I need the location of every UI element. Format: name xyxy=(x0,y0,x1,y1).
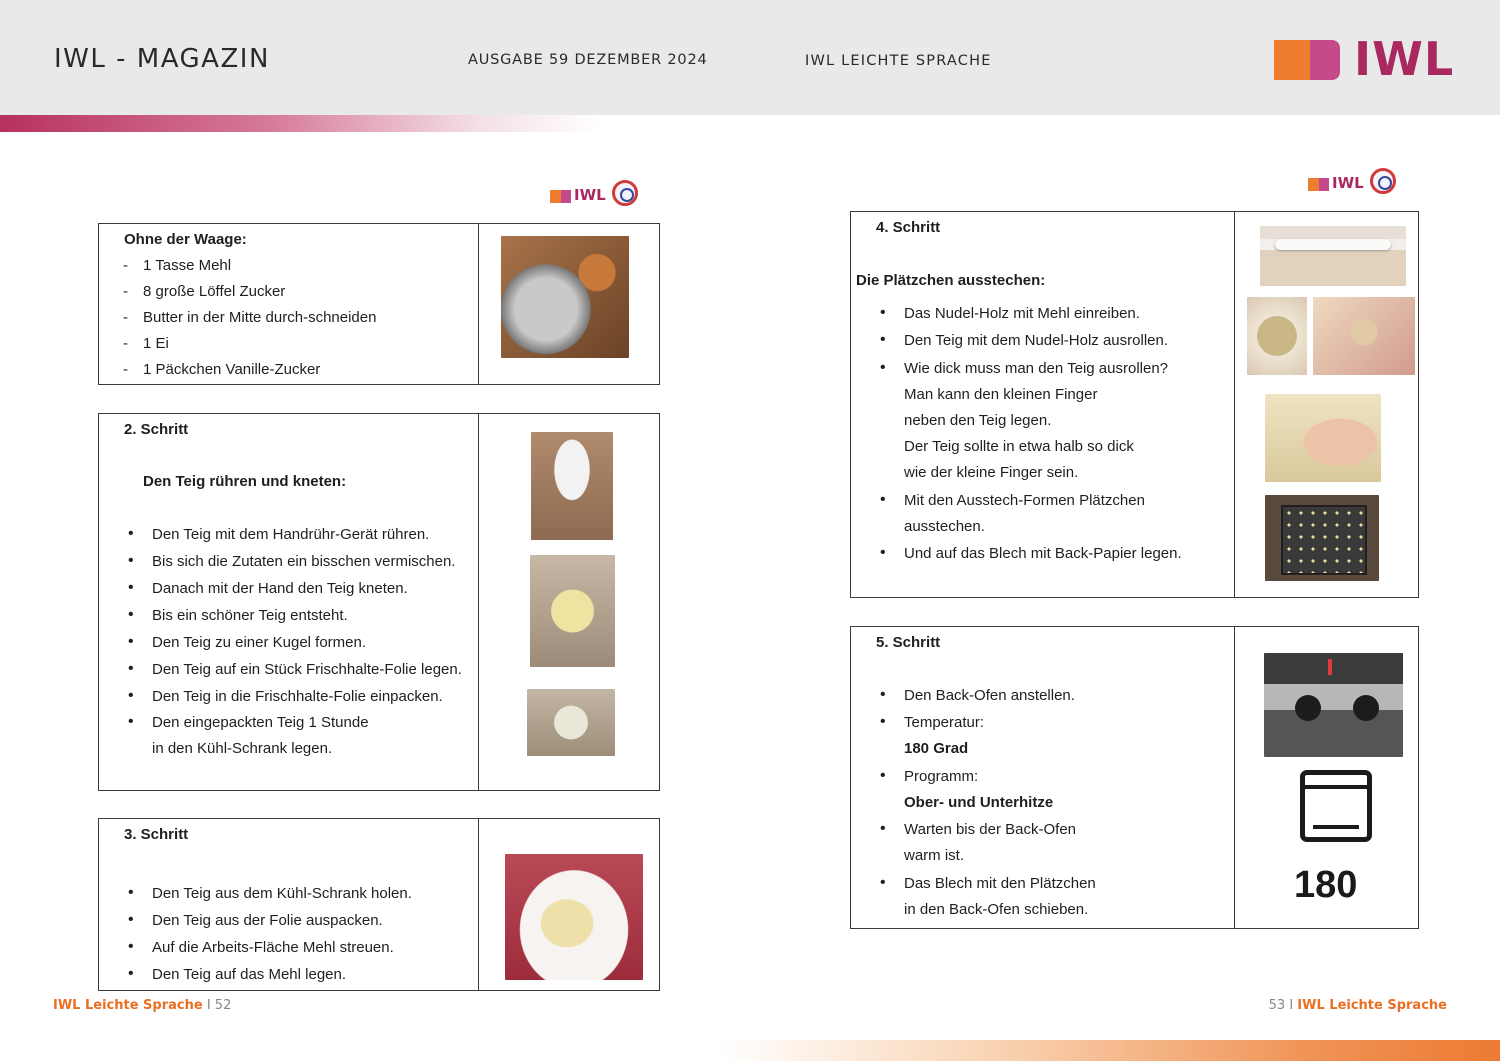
footer-brand: IWL Leichte Sprache xyxy=(53,998,203,1013)
list-item: • Das Nudel-Holz mit Mehl einreiben. xyxy=(904,305,1140,322)
issue-label: AUSGABE 59 DEZEMBER 2024 xyxy=(468,52,708,68)
section-label: IWL LEICHTE SPRACHE xyxy=(805,53,992,69)
step-title: 3. Schritt xyxy=(124,826,189,843)
temperature-value: 180 Grad xyxy=(904,740,969,757)
list-item: • Den Teig zu einer Kugel formen. xyxy=(152,634,366,651)
ingredients-box xyxy=(98,223,660,385)
dough-on-flour-photo xyxy=(505,854,643,980)
list-item-continuation: neben den Teig legen. xyxy=(904,412,1052,429)
logo-text: IWL xyxy=(1354,32,1455,86)
column-divider xyxy=(1234,627,1235,928)
ingredients-heading: Ohne der Waage: xyxy=(124,231,247,248)
column-divider xyxy=(478,224,479,384)
page-header xyxy=(0,0,1500,115)
wrapped-dough-photo xyxy=(527,689,615,756)
list-item: • Temperatur: xyxy=(904,714,984,731)
column-divider xyxy=(478,819,479,990)
list-item: • Den Teig aus der Folie auspacken. xyxy=(152,912,383,929)
kitchen-scale-photo xyxy=(501,236,629,358)
list-item: • Wie dick muss man den Teig ausrollen? xyxy=(904,360,1168,377)
dough-photo xyxy=(530,555,615,667)
list-item: • Bis ein schöner Teig entsteht. xyxy=(152,607,348,624)
list-item: • Den Teig auf das Mehl legen. xyxy=(152,966,346,983)
magazine-title: IWL - MAGAZIN xyxy=(54,44,270,74)
column-divider xyxy=(478,414,479,790)
list-item: • Mit den Ausstech-Formen Plätzchen xyxy=(904,492,1145,509)
hand-mixer-photo xyxy=(531,432,613,540)
iwl-small-logo-right xyxy=(1308,168,1398,198)
star-cutter-photo xyxy=(1313,297,1415,375)
list-item-continuation: Man kann den kleinen Finger xyxy=(904,386,1098,403)
list-item: • Den Teig in die Frischhalte-Folie einpacken. xyxy=(152,688,443,705)
seal-icon xyxy=(1370,168,1396,194)
step2-box xyxy=(98,413,660,791)
step-subtitle: Den Teig rühren und kneten: xyxy=(143,473,347,490)
list-item-continuation: warm ist. xyxy=(904,847,964,864)
list-item: • Den Teig mit dem Handrühr-Gerät rühren. xyxy=(152,526,429,543)
header-gradient-bar xyxy=(0,115,600,132)
seal-icon xyxy=(612,180,638,206)
step-title: 4. Schritt xyxy=(876,219,941,236)
step3-box xyxy=(98,818,660,991)
step4-box xyxy=(850,211,1419,598)
ingredient-item: - 1 Tasse Mehl xyxy=(143,257,231,274)
logo-text: IWL xyxy=(1332,174,1364,192)
program-value: Ober- und Unterhitze xyxy=(904,794,1054,811)
list-item: • Warten bis der Back-Ofen xyxy=(904,821,1076,838)
list-item: • Den eingepackten Teig 1 Stunde xyxy=(152,714,369,731)
step-title: 2. Schritt xyxy=(124,421,189,438)
footer-brand: IWL Leichte Sprache xyxy=(1297,998,1447,1013)
footer-left xyxy=(53,998,231,1013)
page-number: 53 I xyxy=(1268,998,1298,1013)
step-subtitle: Die Plätzchen ausstechen: xyxy=(856,272,1046,289)
ingredient-item: - Butter in der Mitte durch-schneiden xyxy=(143,309,376,326)
ingredient-item: - 1 Ei xyxy=(143,335,169,352)
logo-profile-shape xyxy=(1319,178,1329,191)
oven-icon xyxy=(1300,770,1372,842)
logo-profile-shape xyxy=(561,190,571,203)
ingredient-item: - 1 Päckchen Vanille-Zucker xyxy=(143,361,320,378)
list-item: • Auf die Arbeits-Fläche Mehl streuen. xyxy=(152,939,394,956)
list-item: • Programm: xyxy=(904,768,978,785)
baking-tray-photo xyxy=(1265,495,1379,581)
list-item-continuation: ausstechen. xyxy=(904,518,985,535)
rolled-dough-photo xyxy=(1247,297,1307,375)
oven-temperature: 180 xyxy=(1294,864,1358,906)
rolling-pin-photo xyxy=(1260,226,1406,286)
logo-text: IWL xyxy=(574,186,606,204)
list-item: • Und auf das Blech mit Back-Papier legen. xyxy=(904,545,1182,562)
list-item-continuation: in den Back-Ofen schieben. xyxy=(904,901,1089,918)
logo-profile-shape xyxy=(1310,40,1340,80)
oven-knobs-photo xyxy=(1264,653,1403,757)
iwl-small-logo-left xyxy=(550,180,640,210)
list-item-continuation: Der Teig sollte in etwa halb so dick xyxy=(904,438,1134,455)
column-divider xyxy=(1234,212,1235,597)
list-item: • Den Teig aus dem Kühl-Schrank holen. xyxy=(152,885,412,902)
list-item: • Den Teig mit dem Nudel-Holz ausrollen. xyxy=(904,332,1168,349)
step-title: 5. Schritt xyxy=(876,634,941,651)
list-item: • Danach mit der Hand den Teig kneten. xyxy=(152,580,408,597)
page-number: I 52 xyxy=(202,998,232,1013)
footer-gradient-bar xyxy=(720,1040,1500,1061)
list-item: • Das Blech mit den Plätzchen xyxy=(904,875,1096,892)
list-item: • Den Back-Ofen anstellen. xyxy=(904,687,1075,704)
list-item: • Den Teig auf ein Stück Frischhalte-Folie legen. xyxy=(152,661,462,678)
ingredient-item: - 8 große Löffel Zucker xyxy=(143,283,285,300)
iwl-logo xyxy=(1274,32,1455,86)
list-item-continuation: wie der kleine Finger sein. xyxy=(904,464,1079,481)
finger-thickness-photo xyxy=(1265,394,1381,482)
footer-right xyxy=(1269,998,1447,1013)
list-item: • Bis sich die Zutaten ein bisschen vermischen. xyxy=(152,553,455,570)
list-item-continuation: in den Kühl-Schrank legen. xyxy=(152,740,333,757)
